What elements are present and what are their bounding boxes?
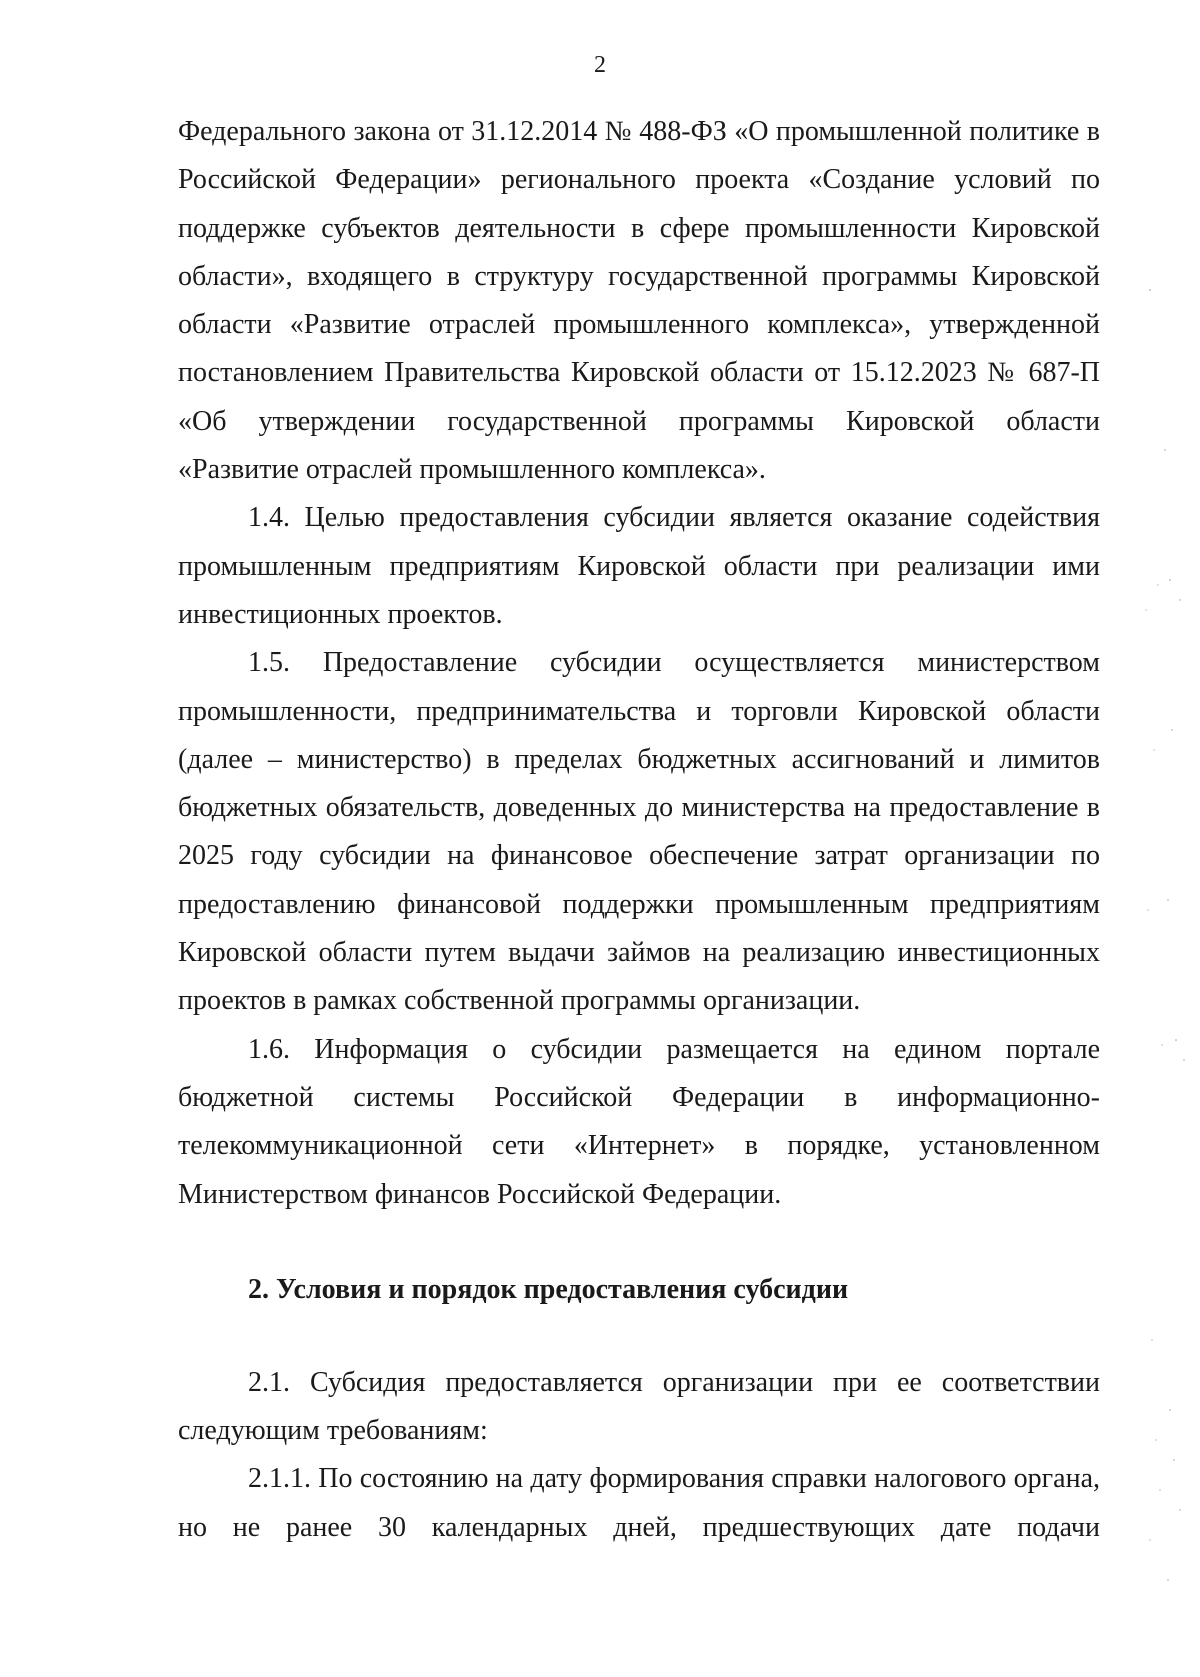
paragraph-2-1-1: 2.1.1. По состоянию на дату формирования справки налогового органа, но не ранее 30 календарных дней, предшествующих дате подачи — [178, 1463, 1100, 1543]
page-number: 2 — [594, 52, 606, 78]
paragraph-continuation: Федерального закона от 31.12.2014 № 488-ФЗ «О промышленной политике в Российской Федерации» регионального проекта «Создание условий по поддержке субъектов деятельности в сфере промышленности Кировской области», входящего в структуру государственной программы Кировской области «Развитие отраслей промышленного комплекса», утвержденной постановлением Правительства Кировской области от 15.12.2023 № 687-П «Об утверждении государственной программы Кировской области «Развитие отраслей промышленного комплекса». — [178, 116, 1100, 486]
section-heading: 2. Условия и порядок предоставления субсидии — [248, 1273, 849, 1305]
paragraph-2-1: 2.1. Субсидия предоставляется организации при ее соответствии следующим требованиям: — [178, 1366, 1100, 1447]
paragraph-1-4: 1.4. Целью предоставления субсидии является оказание содействия промышленным предприятиям Кировской области при реализации ими инвестиционных проектов. — [178, 502, 1100, 630]
paragraph-1-6: 1.6. Информация о субсидии размещается на едином портале бюджетной системы Российской Федерации в информационно-телекоммуникационной сети «Интернет» в порядке, установленном Министерством финансов Российской Федерации. — [178, 1033, 1100, 1210]
paragraph-1-5: 1.5. Предоставление субсидии осуществляется министерством промышленности, предпринимательства и торговли Кировской области (далее – министерство) в пределах бюджетных ассигнований и лимитов бюджетных обязательств, доведенных до министерства на предоставление в 2025 году субсидии на финансовое обеспечение затрат организации по предоставлению финансовой поддержки промышленным предприятиям Кировской области путем выдачи займов на реализацию инвестиционных проектов в рамках собственной программы организации. — [178, 647, 1100, 1017]
scan-noise-specks — [1110, 280, 1200, 1630]
document-body — [178, 108, 1100, 1552]
